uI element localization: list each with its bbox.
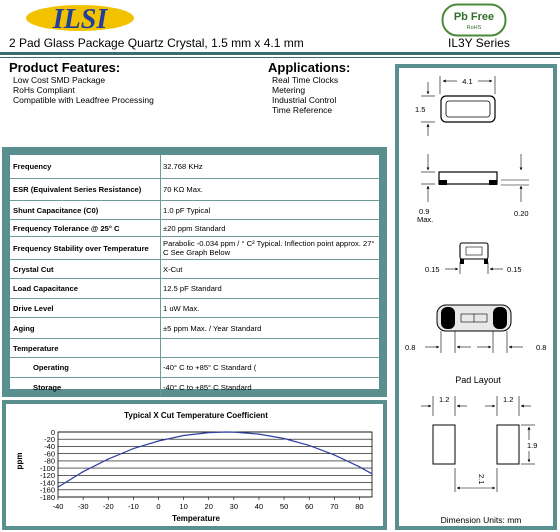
spec-row	[10, 279, 379, 299]
rohs-text: RoHS	[466, 25, 482, 31]
curve-point	[258, 433, 259, 434]
spec-label: Crystal Cut	[13, 264, 54, 274]
spec-label: Frequency	[13, 162, 52, 171]
dim-end-right: 0.15	[507, 265, 522, 274]
curve-point	[334, 454, 335, 455]
curve-point	[108, 459, 109, 460]
spec-label: Temperature	[13, 343, 59, 353]
temperature-chart	[2, 400, 387, 530]
dimension-units-label: Dimension Units: mm	[440, 515, 522, 525]
pb-free-badge	[441, 3, 507, 37]
spec-label: Shunt Capacitance (C0)	[13, 205, 99, 215]
spec-label: Frequency Tolerance @ 25° C	[13, 223, 120, 233]
application-item: Metering	[272, 85, 306, 95]
application-item: Industrial Control	[272, 95, 337, 105]
header-rule-thin	[0, 57, 560, 58]
applications-title: Applications:	[268, 60, 351, 75]
x-tick-label: -20	[102, 502, 114, 511]
curve-point	[226, 431, 227, 432]
spec-label: Storage	[33, 383, 62, 392]
pb-free-text: Pb Free	[453, 11, 495, 23]
x-tick-label: 60	[305, 502, 314, 511]
product-features-title: Product Features:	[9, 60, 121, 75]
spec-table	[2, 147, 387, 397]
product-subtitle: 2 Pad Glass Package Quartz Crystal, 1.5 mm x 4.1 mm	[9, 36, 304, 50]
y-tick-label: -40	[44, 442, 55, 452]
curve-point	[133, 448, 134, 449]
dim-pad-left: 0.8	[405, 343, 416, 352]
y-tick-label: -20	[44, 435, 55, 445]
crystal-side-outline	[439, 172, 497, 184]
dim-pad-w1: 1.2	[439, 395, 450, 404]
chart-x-axis-label: Temperature	[172, 514, 220, 523]
end-view	[425, 243, 522, 274]
y-tick-label: -100	[39, 463, 55, 473]
x-tick-label: 0	[156, 502, 161, 511]
dim-top-height: 1.5	[415, 105, 426, 114]
spec-label: Frequency Stability over Temperature	[13, 243, 149, 253]
pad-layout-title: Pad Layout	[455, 375, 501, 385]
pad-right-shape	[493, 307, 507, 329]
series-name: IL3Y Series	[448, 36, 510, 50]
dim-side-left: 0.9	[419, 207, 430, 216]
spec-row	[10, 299, 379, 318]
x-tick-label: 10	[179, 502, 188, 511]
spec-value: ±20 ppm Standard	[163, 223, 226, 233]
spec-row	[10, 260, 379, 279]
top-view	[415, 76, 495, 136]
curve-point	[158, 440, 159, 441]
x-tick-label: 20	[204, 502, 213, 511]
curve-point	[208, 432, 209, 433]
spec-row	[10, 179, 379, 201]
spec-value: X-Cut	[163, 264, 183, 274]
y-tick-label: -160	[39, 485, 55, 495]
y-tick-label: -80	[44, 456, 55, 466]
y-tick-label: 0	[50, 427, 55, 437]
spec-row	[10, 378, 379, 397]
dim-side-left-sub: Max.	[417, 215, 434, 224]
spec-value: 1.0 pF Typical	[163, 205, 211, 215]
dim-end-left: 0.15	[425, 265, 440, 274]
feature-item: RoHs Compliant	[13, 85, 75, 95]
spec-row	[10, 201, 379, 220]
y-tick-label: -140	[39, 478, 55, 488]
curve-point	[183, 435, 184, 436]
dim-pad-w2: 1.2	[503, 395, 514, 404]
curve-point	[83, 471, 84, 472]
ilsi-logo	[22, 4, 134, 34]
dim-pad-gap: 2.1	[477, 474, 486, 485]
dim-pad-right: 0.8	[536, 343, 547, 352]
dim-side-right: 0.20	[514, 209, 529, 218]
spec-label: Operating	[33, 363, 69, 372]
spec-value: 1 uW Max.	[163, 303, 200, 313]
spec-value: 32.768 KHz	[163, 162, 203, 171]
curve-point	[359, 466, 360, 467]
spec-row	[10, 318, 379, 339]
plot-area	[58, 432, 372, 497]
crystal-end-outline	[460, 243, 488, 259]
spec-value: 12.5 pF Standard	[163, 284, 222, 293]
curve-point	[283, 438, 284, 439]
dim-pad-h: 1.9	[527, 441, 538, 450]
spec-label: Aging	[13, 323, 35, 333]
pad-layout	[421, 375, 537, 525]
temperature-chart-svg	[6, 404, 383, 526]
pad-left-shape	[441, 307, 455, 329]
spec-label: Load Capacitance	[13, 284, 78, 293]
spec-label: ESR (Equivalent Series Resistance)	[13, 185, 142, 194]
spec-value	[163, 339, 376, 357]
side-view	[417, 154, 529, 224]
curve-point	[57, 487, 58, 488]
spec-label: Drive Level	[13, 303, 54, 313]
y-tick-label: -60	[44, 449, 55, 459]
spec-value: -40° C to +85° C Standard	[163, 383, 252, 392]
x-tick-label: -10	[127, 502, 139, 511]
curve-point	[371, 473, 372, 474]
spec-row	[10, 339, 379, 358]
chart-grid	[58, 432, 372, 497]
application-item: Time Reference	[272, 105, 333, 115]
header-rule	[0, 52, 560, 55]
spec-value: 70 KΩ Max.	[163, 185, 203, 194]
chart-title: Typical X Cut Temperature Coefficient	[124, 411, 268, 420]
spec-row	[10, 155, 379, 179]
logo-text: ILSI	[52, 4, 108, 34]
spec-row	[10, 358, 379, 378]
curve-point	[309, 445, 310, 446]
x-tick-label: 80	[355, 502, 364, 511]
spec-value: -40° C to +85° C Standard (	[163, 363, 257, 372]
x-tick-label: 30	[229, 502, 239, 511]
curve-point	[233, 432, 234, 433]
application-item: Real Time Clocks	[272, 75, 339, 85]
chart-y-axis-label: ppm	[15, 452, 24, 470]
y-tick-label: -120	[39, 471, 55, 481]
spec-row	[10, 237, 379, 260]
y-tick-label: -180	[39, 492, 55, 502]
bottom-view	[405, 305, 546, 353]
crystal-top-outline	[441, 96, 495, 122]
spec-table-body	[10, 155, 379, 392]
dimension-panel	[395, 64, 557, 530]
pad-layout-right	[497, 425, 519, 464]
applications-list	[272, 75, 338, 115]
x-tick-label: 40	[254, 502, 264, 511]
x-tick-label: -30	[77, 502, 89, 511]
x-tick-label: 50	[279, 502, 289, 511]
pad-layout-left	[433, 425, 455, 464]
spec-row	[10, 220, 379, 237]
feature-item: Compatible with Leadfree Processing	[13, 95, 154, 105]
feature-item: Low Cost SMD Package	[13, 75, 106, 85]
dimension-drawing	[399, 68, 553, 526]
dim-top-width: 4.1	[462, 77, 473, 86]
spec-value: ±5 ppm Max. / Year Standard	[163, 323, 262, 333]
product-features-list	[13, 75, 154, 105]
spec-value: Parabolic -0.034 ppm / ° C² Typical. Inflection point approx. 27° C See Graph Below	[163, 239, 375, 257]
x-tick-label: -40	[52, 502, 64, 511]
x-tick-label: 70	[330, 502, 339, 511]
